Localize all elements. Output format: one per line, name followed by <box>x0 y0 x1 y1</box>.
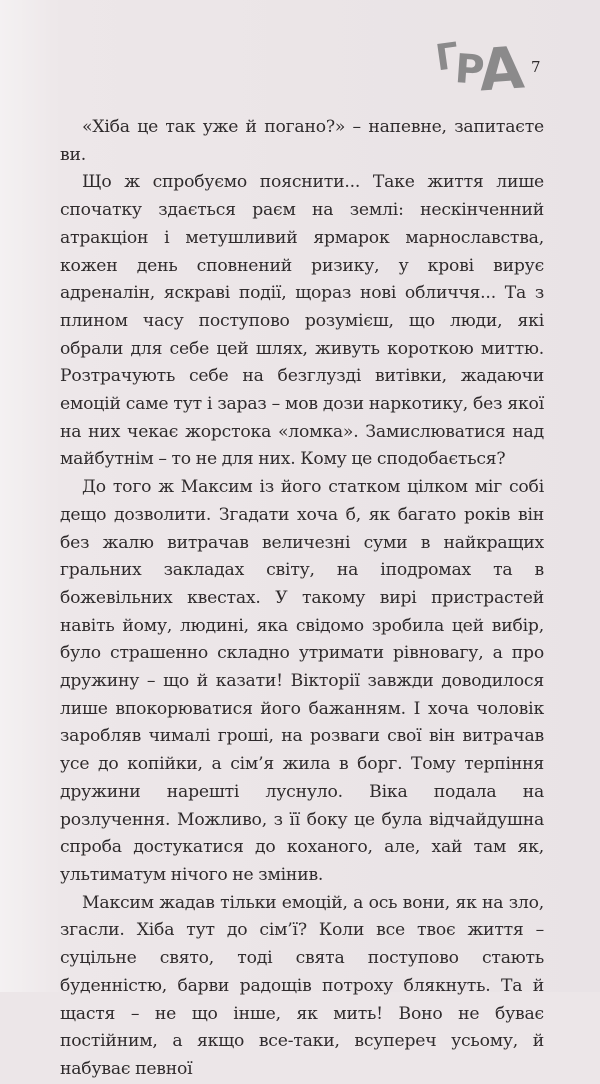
book-title-logo <box>433 33 536 110</box>
bleed-through-text <box>115 58 415 72</box>
body-text <box>60 114 544 1084</box>
logo-letter-1: Г <box>433 35 462 80</box>
logo-letter-2: Р <box>453 46 486 94</box>
paragraph: До того ж Максим із його статком цілком міг собі дещо дозволити. Згадати хоча б, як багато років він без жалю витрачав величезні суми в найкращих гральних закладах світу, на іподромах та в божевільних квестах. У такому вирі пристрастей навіть йому, людині, яка свідомо зробила цей вибір, було страшенно складно утримати рівновагу, а про дружину – що й казати! Вікторії завжди доводилося лише впокорюватися його бажанням. І хоча чоловік заробляв чималі гроші, на розваги свої він витрачав усе до копійки, а сім’я жила в борг. Тому терпіння дружини нарешті луснуло. Віка подала на розлучення. Можливо, з її боку це була відчайдушна спроба достукатися до коханого, але, хай там як, ультиматум нічого не змінив. <box>60 477 544 885</box>
paragraph: «Хіба це так уже й погано?» – напевне, запитаєте ви. <box>60 117 544 165</box>
paragraph: Максим жадав тільки емоцій, а ось вони, як на зло, згасли. Хіба тут до сім’ї? Коли все твоє життя – суцільне свято, тоді свята поступово стають буденністю, барви радощів потроху блякнуть. Та й щастя – не що інше, як мить! Воно не буває постійним, а якщо все-таки, всупереч усьому, й набуває певної <box>60 892 544 1079</box>
paragraph: Що ж спробуємо пояснити... Таке життя лише спочатку здається раєм на землі: нескінченний атракціон і метушливий ярмарок марнославства, кожен день сповнений ризику, у крові вирує адреналін, яскраві події, щораз нові обличчя... Та з плином часу поступово розумієш, що люди, які обрали для себе цей шлях, живуть короткою миттю. Розтрачують себе на безглузді витівки, жадаючи емоцій саме тут і зараз – мов дози наркотику, без якої на них чекає жорстока «ломка». Замислюватися над майбутнім – то не для них. Кому це сподобається? <box>60 172 544 470</box>
page-number: 7 <box>531 58 541 76</box>
logo-letter-3: А <box>476 33 527 105</box>
